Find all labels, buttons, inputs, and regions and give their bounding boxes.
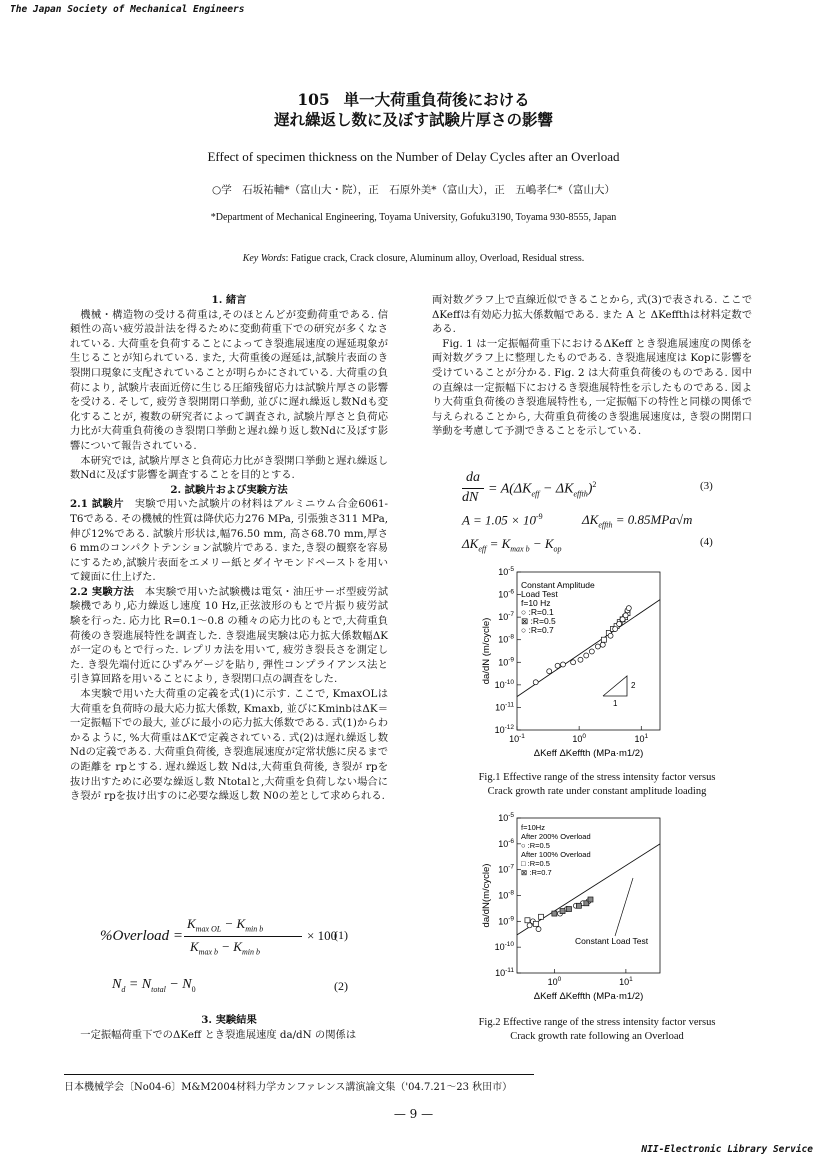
paper-title-jp-line1 [0, 88, 827, 110]
data-point [533, 921, 538, 926]
paper-title-en: Effect of specimen thickness on the Number of Delay Cycles after an Overload [207, 149, 620, 164]
section-1-title: 1. 緒言 [211, 294, 247, 306]
legend-entry: ⊠ :R=0.5 [521, 616, 556, 626]
section-2-title: 2. 試験片および実験方法 [170, 483, 288, 496]
legend-entry: ○ :R=0.7 [521, 625, 554, 635]
x-tick-label: $10^1$ [619, 976, 633, 987]
equation-2: $N_d = N_{total} - N_0$ (2) [112, 977, 348, 994]
y-tick-label: $10^{-9}$ [498, 915, 514, 927]
data-point [617, 621, 622, 626]
equation-2-number: (2) [334, 979, 348, 993]
data-point [623, 613, 628, 618]
y-axis-label: da/dN(m/cycle) [481, 863, 492, 928]
y-tick-label: $10^{-10}$ [494, 678, 514, 690]
section-2-2-paragraph-2: 本実験で用いた大荷重の定義を式(1)に示す. ここで, KmaxOLは大荷重を負荷時の最大応力拡大係数, Kmaxb, 並びにKminbはΔK＝一定振幅下での最大, 並びに最小の応力拡大係数である. 式(1)からわかるように, %大荷重はΔKで定義されている. 式(2)は遅れ繰返し数 Ndの定義である. 大荷重負荷後, き裂進展速度が定常状態に戻るまでの距離を rpとする. 遅れ繰返し数 Ndは,大荷重負荷後, き裂が rpを抜け出すために必要な繰返し数 Ntotalと,大荷重を負荷しない場合にき裂が rpを抜け出すのに必要な繰返し数 N0の差として求められる. [70, 688, 388, 803]
x-axis-label: ΔKeff ΔKeffth (MPa·m1/2) [533, 991, 644, 1002]
slope-run-label: 1 [613, 699, 618, 708]
paper-title-jp-line2: 遅れ繰返し数に及ぼす試験片厚さの影響 [273, 110, 553, 129]
equation-constants: $A = 1.05 \times 10^{-9}$ $\Delta K_{effth} = 0.85MPa√m$ [462, 512, 693, 530]
section-2-2-body: 本実験で用いた試験機は電気・油圧サーボ型疲労試験機であり,応力繰返し速度 10 Hz,正弦波形のもとで片振り疲労試験を行った. 応力比 R=0.1～0.8 の種々の応力比のもとで,大荷重負荷後のき裂進展特性を調査した. き裂進展実験は応力拡大係数幅ΔK が一定のもとで行った. レプリカ法を用いて, 疲労き裂長さを測定した. き裂先端付近にひずみゲージを貼り, 弾性コンプライアンス法と引き算回路を用いることにより, き裂閉口点の調査をした. [70, 585, 389, 686]
figure-2-caption [432, 1016, 762, 1043]
equation-3-number: (3) [700, 480, 713, 492]
section-2-1 [70, 497, 388, 585]
results-paragraph-1: 一定振幅荷重下でのΔKeff とき裂進展速度 da/dN の関係は [80, 1028, 357, 1041]
data-point [589, 649, 594, 654]
equation-3: da dN = $A(\Delta K_{eff} - \Delta K_{effth})^2$ (3) [462, 470, 713, 505]
intro-paragraph-2: 本研究では, 試験片厚さと負荷応力比がき裂開口挙動と遅れ繰返し数Ndに及ぼす影響を調査することを目的とする. [70, 454, 388, 482]
y-tick-label: $10^{-9}$ [498, 656, 514, 668]
legend-entry: ⊠ :R=0.7 [521, 868, 552, 877]
equation-4: $\Delta K_{eff} = K_{max b} - K_{op}$ (4) [462, 536, 713, 554]
results-paragraph-3: Fig. 1 は一定振幅荷重下におけるΔKeff とき裂進展速度の関係を両対数グラフ上に整理したものである. き裂進展速度は Kopに影響を受けていることが分かる. Fig. 2 は大荷重負荷後のものである. 図中の直線は一定振幅下におけるき裂進展特性を示したものである. 図より大荷重負荷後のき裂進展特性も, 一定振幅下の特性と同様の関係で与えられることから, 大荷重負荷後のき裂進展速度は, き裂の開閉口挙動を考慮して予測できることを示している. [432, 337, 752, 438]
left-column [70, 293, 388, 804]
figure-2-chart [455, 808, 675, 1013]
legend-entry: ○ :R=0.5 [521, 841, 550, 850]
section-2-1-body: 実験で用いた試験片の材料はアルミニウム合金6061-T6である. その機械的性質は降伏応力276 MPa, 引張強さ311 MPa, 伸び12%である. 試験片形状は,幅76.50 mm, 高さ68.70 mm,厚さ6 mmのコンパクトテンション試験片である. また,き裂の観察を容易にするため,試験片表面をエメリー紙とダイヤモンドペーストを用いて鏡面に仕上げた. [70, 498, 389, 584]
intro-paragraph-1: 機械・構造物の受ける荷重は,そのほとんどが変動荷重である. 信頼性の高い疲労設計法を得るために変動荷重下での研究が多くなされている. 大荷重を負荷することによってき裂進展速度の遅延現象が生じることが知られている. また, 大荷重後の遅延は,試験片表面のき裂開口現象に支配されていることが明らかにされている. 大荷重の負荷により, 試験片表面近傍に生じる圧縮残留応力は試験片厚さの影響を受ける. そして, 疲労き裂開閉口挙動, 並びに遅れ繰返し数Ndも変化することが, 複数の研究者によって調査され, 試験片厚さと負荷応力比が大荷重負荷後のき裂閉口挙動と遅れ繰り返し数Ndに及ぼす影響について報告されている. [70, 308, 388, 452]
legend-entry: Constant Amplitude [521, 580, 595, 590]
y-tick-label: $10^{-7}$ [498, 863, 514, 875]
figure-1-chart [455, 560, 675, 770]
legend-entry: After 200% Overload [521, 832, 591, 841]
equation-4-number: (4) [700, 536, 713, 548]
y-axis-label: da/dN (m/cycle) [481, 617, 492, 685]
data-point [595, 644, 600, 649]
data-point [571, 660, 576, 665]
figure-2-caption-line1: Fig.2 Effective range of the stress intensity factor versus [478, 1017, 716, 1028]
data-point [613, 626, 618, 631]
x-tick-label: $10^0$ [572, 733, 586, 744]
annotation-arrow [615, 878, 633, 936]
data-point [561, 662, 566, 667]
legend-entry: ○ :R=0.1 [521, 607, 554, 617]
data-point [576, 903, 581, 908]
conference-footer: 日本機械学会〔No04-6〕M&M2004材料力学カンファレンス講演論文集（'04.7.21～23 秋田市） [64, 1082, 513, 1093]
legend-entry: □ :R=0.5 [521, 859, 550, 868]
y-tick-label: $10^{-5}$ [498, 566, 514, 577]
figure-1-caption-line1: Fig.1 Effective range of the stress intensity factor versus [478, 772, 716, 783]
y-tick-label: $10^{-5}$ [498, 812, 514, 823]
fig1-plot [481, 566, 660, 759]
left-column-bottom [70, 1013, 388, 1042]
data-point [578, 657, 583, 662]
equation-1-number: (1) [334, 928, 348, 942]
y-tick-label: $10^{-8}$ [498, 633, 514, 645]
figure-1-caption [432, 771, 762, 798]
title-jp-text1: 単一大荷重負荷後における [343, 90, 530, 109]
constant-load-label: Constant Load Test [575, 936, 649, 946]
legend-entry: f=10 Hz [521, 598, 551, 608]
results-paragraph-2: 両対数グラフ上で直線近似できることから, 式(3)で表される. ここでΔKeffは有効応力拡大係数幅である. また A と ΔKeffthは材料定数である. [432, 294, 752, 336]
library-banner: NII-Electronic Library Service [641, 1144, 813, 1155]
data-point [601, 637, 606, 642]
society-banner: The Japan Society of Mechanical Engineers [10, 4, 245, 15]
x-tick-label: $10^0$ [547, 976, 562, 987]
legend-entry: f=10Hz [521, 823, 545, 832]
data-point [584, 653, 589, 658]
x-tick-label: $10^{-1}$ [509, 733, 525, 744]
data-point [608, 633, 613, 638]
section-3-title: 3. 実験結果 [201, 1014, 257, 1026]
figure-2-caption-line2: Crack growth rate following an Overload [510, 1030, 684, 1042]
x-axis-label: ΔKeff ΔKeffth (MPa·m1/2) [533, 748, 644, 759]
data-point [560, 909, 565, 914]
section-2-1-head: 2.1 試験片 [70, 498, 124, 511]
y-tick-label: $10^{-12}$ [494, 724, 514, 735]
section-2-2-head: 2.2 実験方法 [70, 585, 135, 598]
data-point [600, 642, 605, 647]
paper-number: 105 [297, 90, 330, 109]
equation-1: %Overload = $K_{max OL} - K_{min b}$ $K_{max b} - K_{min b}$ × 100 (1) [100, 916, 348, 957]
keywords-text: : Fatigue crack, Crack closure, Aluminum alloy, Overload, Residual stress. [285, 253, 585, 264]
constant-a-exp: -9 [536, 512, 543, 521]
figure-1-caption-line2: Crack growth rate under constant amplitude loading [487, 785, 707, 797]
constant-a: A = 1.05 × 10 [462, 512, 537, 528]
y-tick-label: $10^{-11}$ [495, 967, 514, 978]
data-point [525, 918, 530, 923]
fig2-plot [481, 812, 660, 1002]
data-point [588, 897, 593, 902]
data-point [539, 914, 544, 919]
data-point [547, 669, 552, 674]
y-tick-label: $10^{-10}$ [494, 941, 514, 953]
data-point [533, 680, 538, 685]
y-tick-label: $10^{-7}$ [498, 611, 514, 623]
data-point [552, 911, 557, 916]
y-tick-label: $10^{-6}$ [498, 837, 514, 849]
authors: ○学 石坂祐輔*（富山大・院），正 石原外美*（富山大），正 五嶋孝仁*（富山大） [212, 184, 615, 196]
right-column [432, 293, 752, 439]
slope-triangle [603, 676, 627, 696]
y-tick-label: $10^{-8}$ [498, 889, 514, 901]
y-tick-label: $10^{-6}$ [498, 588, 514, 600]
legend-entry: Load Test [521, 589, 558, 599]
legend-entry: After 100% Overload [521, 850, 591, 859]
data-point [536, 927, 541, 932]
y-tick-label: $10^{-11}$ [495, 701, 514, 713]
x-tick-label: $10^1$ [634, 733, 649, 744]
keywords-label: Key Words [242, 253, 286, 264]
footer-rule [64, 1074, 534, 1075]
keywords [0, 253, 827, 264]
data-point [555, 663, 560, 668]
section-2-2 [70, 585, 388, 687]
page-number: — 9 — [393, 1107, 434, 1121]
data-point [566, 907, 571, 912]
data-point [626, 606, 631, 611]
slope-rise-label: 2 [631, 681, 636, 690]
affiliation: *Department of Mechanical Engineering, Toyama University, Gofuku3190, Toyama 930-8555, Japan [210, 212, 617, 223]
